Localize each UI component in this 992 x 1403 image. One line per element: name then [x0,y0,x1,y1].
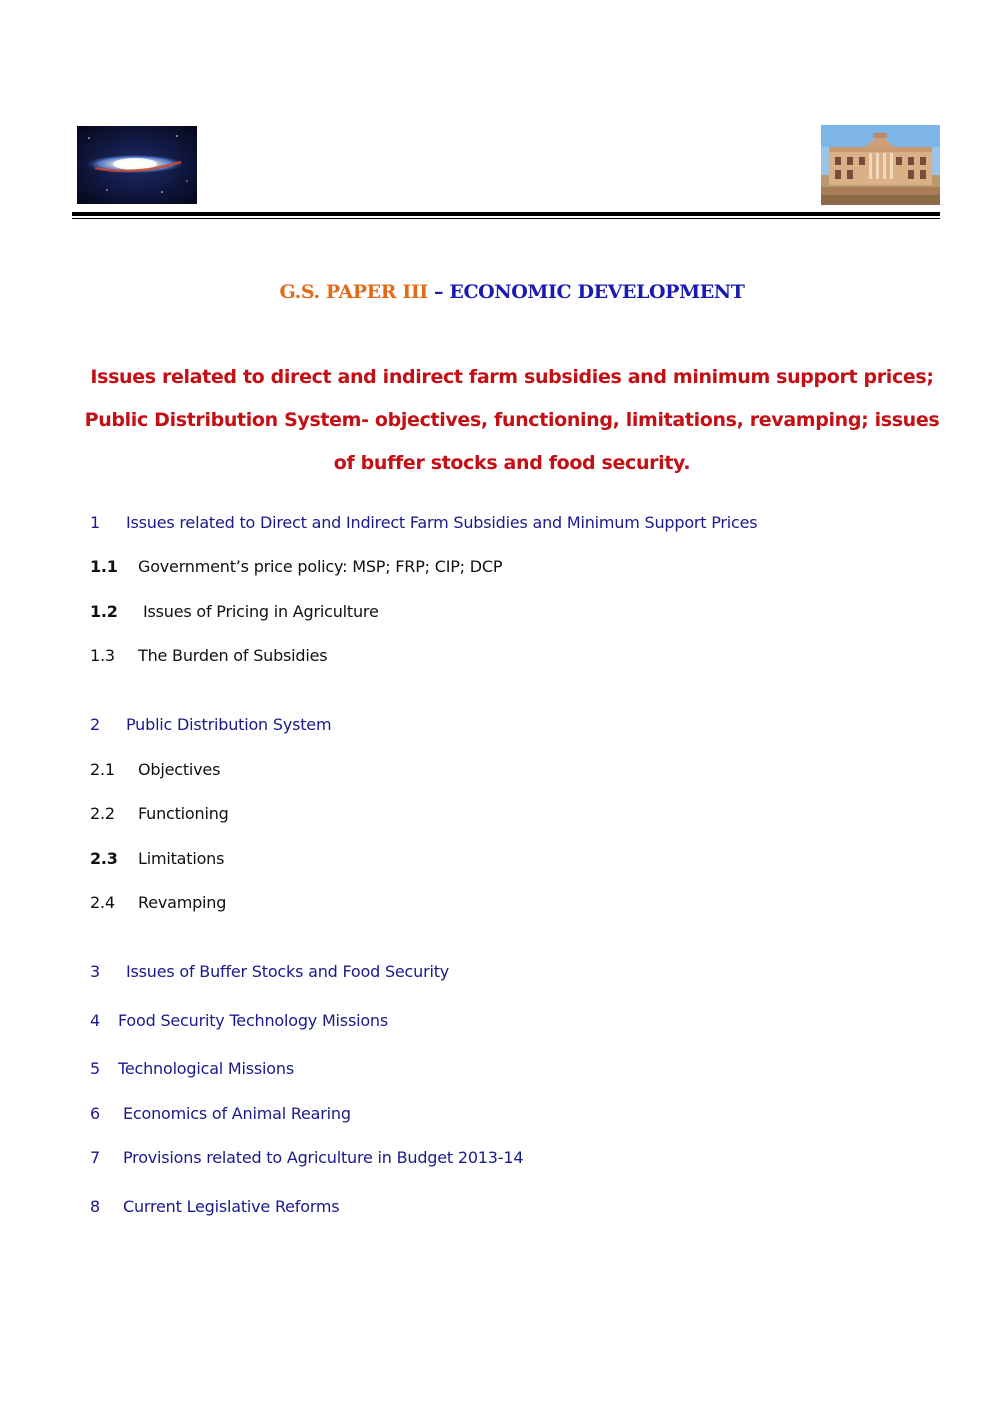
toc-title: Functioning [138,804,229,823]
toc-number: 2 [90,715,100,734]
toc-title: Food Security Technology Missions [118,1011,388,1030]
toc-number: 6 [90,1104,100,1123]
toc-number: 1 [90,513,100,532]
toc-title: Provisions related to Agriculture in Budget 2013-14 [123,1148,524,1167]
toc-number: 3 [90,962,100,981]
toc-title: Economics of Animal Rearing [123,1104,351,1123]
toc-number: 8 [90,1197,100,1216]
toc-number: 1.2 [90,602,118,621]
toc-title: Government’s price policy: MSP; FRP; CIP; DCP [138,557,503,576]
toc-title: Technological Missions [118,1059,294,1078]
toc-number: 2.1 [90,760,115,779]
toc-title: Issues of Buffer Stocks and Food Security [126,962,450,981]
toc-number: 1.1 [90,557,118,576]
toc-number: 2.2 [90,804,115,823]
paper-title [16,281,992,303]
toc-number: 2.3 [90,849,118,868]
paper-title-part1: G.S. PAPER III [279,281,428,303]
toc-title: Limitations [138,849,225,868]
toc-number: 2.4 [90,893,115,912]
building-photo-image [821,125,940,205]
toc-number: 1.3 [90,646,115,665]
toc-title: Issues related to Direct and Indirect Farm Subsidies and Minimum Support Prices [126,513,758,532]
toc-title: Current Legislative Reforms [123,1197,340,1216]
toc-title: Objectives [138,760,221,779]
galaxy-logo-image [77,126,197,204]
header-rule-thin [72,218,940,219]
toc-number: 7 [90,1148,100,1167]
header-rule-thick [72,212,940,216]
toc-title: Revamping [138,893,227,912]
toc-title: Public Distribution System [126,715,332,734]
paper-title-part2: – ECONOMIC DEVELOPMENT [427,281,745,303]
toc-title: The Burden of Subsidies [138,646,328,665]
toc-title: Issues of Pricing in Agriculture [143,602,379,621]
syllabus-statement: Issues related to direct and indirect farm subsidies and minimum support prices; Public Distribution System- objectives, functioning, limitations, revamping; issues of buffer stocks and food security. [84,366,940,474]
toc-number: 4 [90,1011,100,1030]
toc-number: 5 [90,1059,100,1078]
